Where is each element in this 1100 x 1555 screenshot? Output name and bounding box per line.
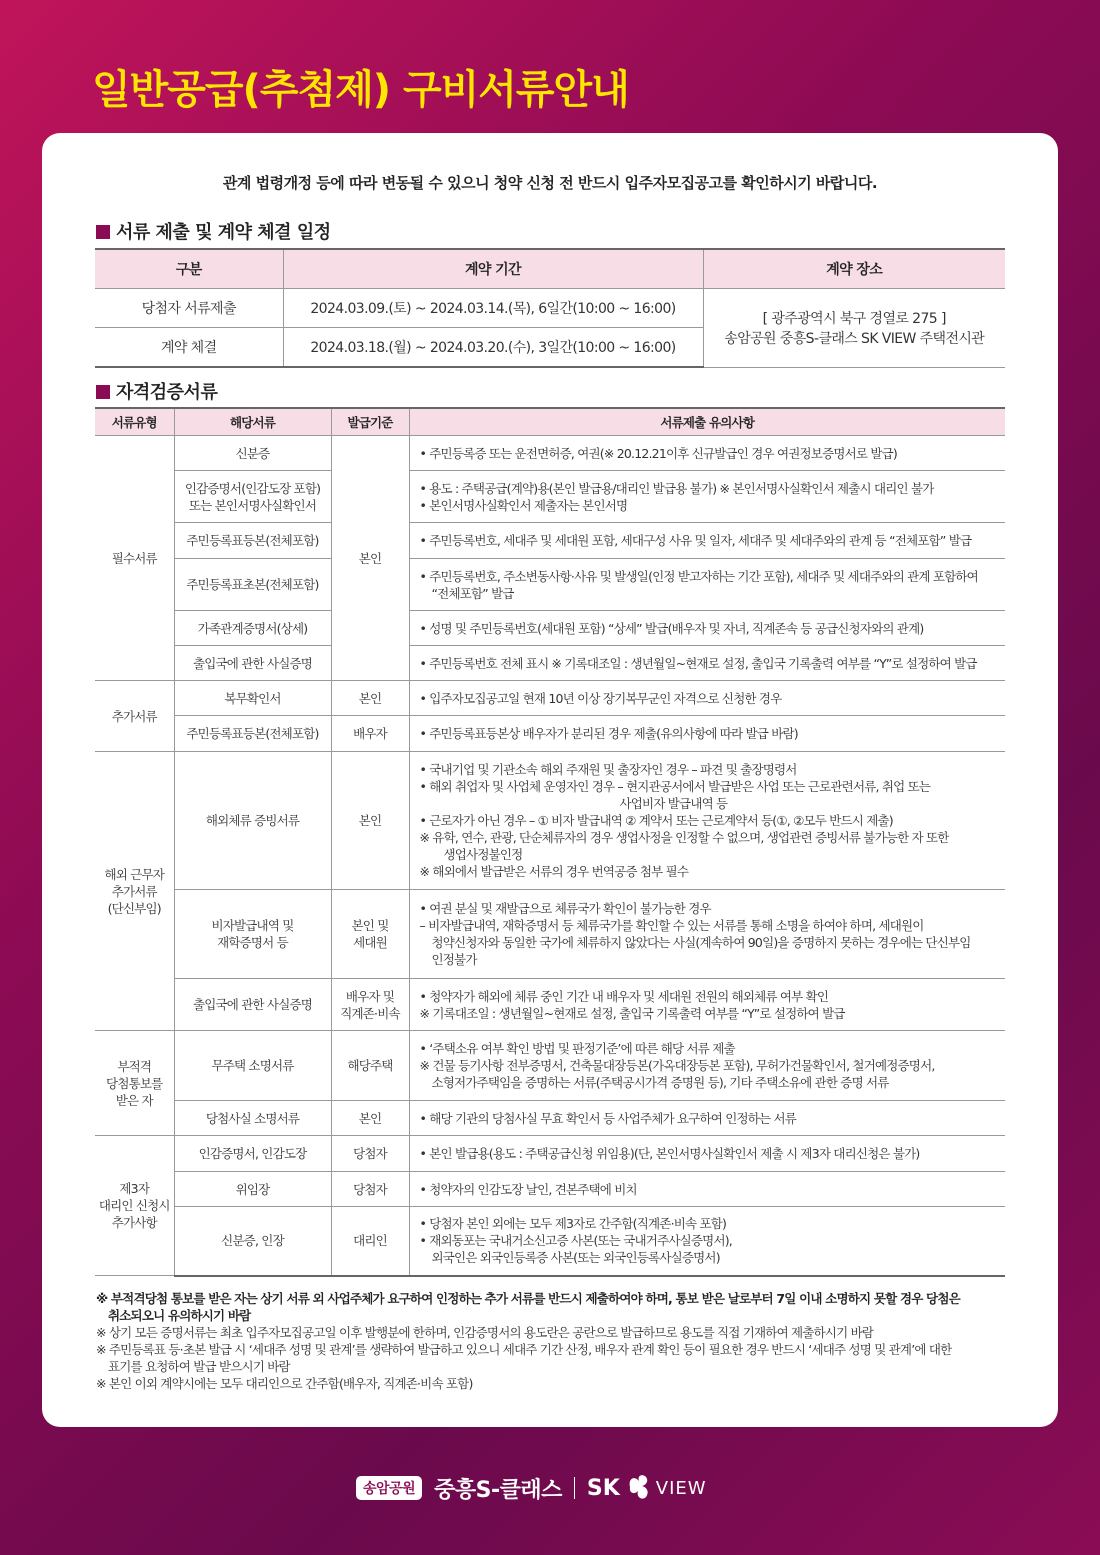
header-cell: 구분 — [95, 249, 283, 289]
group-ineligible: 부적격 당첨통보를 받은 자 — [95, 1031, 174, 1136]
issuer: 해당주택 — [331, 1031, 409, 1101]
schedule-table — [95, 248, 1005, 368]
group-required: 필수서류 — [95, 436, 174, 681]
doc-note: • 입주자모집공고일 현재 10년 이상 장기복무군인 자격으로 신청한 경우 — [409, 681, 1005, 716]
brand-badge: 송암공원 — [356, 1476, 422, 1500]
doc-name: 무주택 소명서류 — [174, 1031, 331, 1101]
table-row — [95, 716, 1005, 752]
doc-name: 주민등록표초본(전체포함) — [174, 559, 331, 611]
doc-note: • 본인 발급용(용도 : 주택공급신청 위임용)(단, 본인서명사실확인서 제출 시 제3자 대리신청은 불가) — [409, 1136, 1005, 1172]
footnote: ※ 부적격당첨 통보를 받은 자는 상기 서류 외 사업주체가 요구하여 인정하는 추가 서류를 반드시 제출하여야 하며, 통보 받은 날로부터 7일 이내 소명하지 못할 경우 당첨은 — [96, 1291, 960, 1306]
table-row — [95, 289, 1005, 328]
issuer: 배우자 및 직계존·비속 — [331, 979, 409, 1031]
doc-note: • 주민등록번호, 세대주 및 세대원 포함, 세대구성 사유 및 일자, 세대주 및 세대주와의 관계 등 “전체포함” 발급 — [409, 523, 1005, 559]
header-cell: 계약 기간 — [283, 249, 703, 289]
doc-note: • 성명 및 주민등록번호(세대원 포함) “상세” 발급(배우자 및 자녀, 직계존속 등 공급신청자와의 관계) — [409, 611, 1005, 646]
doc-name: 복무확인서 — [174, 681, 331, 716]
doc-note: • 청약자의 인감도장 날인, 견본주택에 비치 — [409, 1172, 1005, 1207]
doc-name: 가족관계증명서(상세) — [174, 611, 331, 646]
doc-name: 신분증 — [174, 436, 331, 471]
doc-name: 비자발급내역 및 재학증명서 등 — [174, 890, 331, 979]
group-additional: 추가서류 — [95, 681, 174, 752]
sk-butterfly-icon — [626, 1473, 652, 1503]
issuer: 당첨자 — [331, 1136, 409, 1172]
table-row — [95, 559, 1005, 611]
brand-divider — [574, 1477, 575, 1499]
table-row — [95, 1031, 1005, 1101]
doc-note: • 용도 : 주택공급(계약)용(본인 발급용/대리인 발급용 불가) ※ 본인서명사실확인서 제출시 대리인 불가 • 본인서명사실확인서 제출자는 본인서명 — [409, 471, 1005, 523]
footnote: ※ 본인 이외 계약시에는 모두 대리인으로 간주함(배우자, 직계존·비속 포함) — [96, 1376, 473, 1391]
brand-name: 중흥S-클래스 — [434, 1477, 562, 1503]
table-row — [95, 752, 1005, 890]
header-cell: 계약 장소 — [703, 249, 1005, 289]
doc-name: 해외체류 증빙서류 — [174, 752, 331, 890]
documents-table — [95, 407, 1005, 1277]
footnotes — [96, 1290, 1016, 1392]
table-row — [95, 1207, 1005, 1276]
doc-name: 주민등록표등본(전체포함) — [174, 716, 331, 752]
issuer: 본인 및 세대원 — [331, 890, 409, 979]
group-overseas: 해외 근무자 추가서류 (단신부임) — [95, 752, 174, 1031]
table-row — [95, 436, 1005, 471]
doc-name: 당첨사실 소명서류 — [174, 1101, 331, 1136]
issuer: 당첨자 — [331, 1172, 409, 1207]
issuer: 본인 — [331, 1101, 409, 1136]
doc-note: • ‘주택소유 여부 확인 방법 및 판정기준’에 따른 해당 서류 제출 ※ 건물 등기사항 전부증명서, 건축물대장등본(가옥대장등본 포함), 무허가건물확인서, 철거예정증명서, 소형저가주택임을 증명하는 서류(주택공시가격 증명원 등), 기타 주택소유에 관한 증명 서류 — [409, 1031, 1005, 1101]
issuer: 본인 — [331, 752, 409, 890]
doc-note: • 주민등록증 또는 운전면허증, 여권(※ 20.12.21이후 신규발급인 경우 여권정보증명서로 발급) — [409, 436, 1005, 471]
table-row — [95, 979, 1005, 1031]
header-cell: 서류유형 — [95, 408, 174, 436]
doc-name: 주민등록표등본(전체포함) — [174, 523, 331, 559]
table-header-row — [95, 408, 1005, 436]
doc-note: • 청약자가 해외에 체류 중인 기간 내 배우자 및 세대원 전원의 해외체류 여부 확인 ※ 기록대조일 : 생년월일~현재로 설정, 출입국 기록출력 여부를 “Y”로 설정하여 발급 — [409, 979, 1005, 1031]
header-cell: 해당서류 — [174, 408, 331, 436]
table-row — [95, 523, 1005, 559]
doc-note: • 해당 기관의 당첨사실 무효 확인서 등 사업주체가 요구하여 인정하는 서류 — [409, 1101, 1005, 1136]
doc-name: 출입국에 관한 사실증명 — [174, 646, 331, 681]
square-bullet-icon — [96, 385, 110, 399]
issuer: 본인 — [331, 681, 409, 716]
section-heading-documents: 자격검증서류 — [96, 378, 217, 404]
notice-text: 관계 법령개정 등에 따라 변동될 수 있으니 청약 신청 전 반드시 입주자모집공고를 확인하시기 바랍니다. — [222, 174, 878, 192]
table-row — [95, 646, 1005, 681]
table-row — [95, 611, 1005, 646]
section-heading-schedule: 서류 제출 및 계약 체결 일정 — [96, 218, 331, 244]
header-cell: 서류제출 유의사항 — [409, 408, 1005, 436]
doc-note: • 당첨자 본인 외에는 모두 제3자로 간주함(직계존·비속 포함) • 재외동포는 국내거소신고증 사본(또는 국내거주사실증명서), 외국인은 외국인등록증 사본(또는 외국인등록사실증명서) — [409, 1207, 1005, 1276]
page-title: 일반공급(추첨제) 구비서류안내 — [92, 67, 629, 113]
table-header-row — [95, 249, 1005, 289]
doc-name: 신분증, 인장 — [174, 1207, 331, 1276]
doc-note: • 여권 분실 및 재발급으로 체류국가 확인이 불가능한 경우 – 비자발급내역, 재학증명서 등 체류국가를 확인할 수 있는 서류를 통해 소명을 하여야 하며, 세대원이 청약신청자와 동일한 국가에 체류하지 않았다는 사실(계속하여 90일)을 증명하지 못하는 경우에는 단신부임 인정불가 — [409, 890, 1005, 979]
brand-logo — [356, 1458, 746, 1518]
schedule-period: 2024.03.18.(월) ~ 2024.03.20.(수), 3일간(10:00 ~ 16:00) — [283, 328, 703, 368]
table-row — [95, 681, 1005, 716]
doc-note: • 주민등록번호 전체 표시 ※ 기록대조일 : 생년월일~현재로 설정, 출입국 기록출력 여부를 “Y”로 설정하여 발급 — [409, 646, 1005, 681]
footnote: ※ 상기 모든 증명서류는 최초 입주자모집공고일 이후 발행분에 한하며, 인감증명서의 용도란은 공란으로 발급하므로 용도를 직접 기재하여 제출하시기 바람 — [96, 1325, 874, 1340]
document-card — [42, 133, 1058, 1427]
doc-note: • 주민등록번호, 주소변동사항·사유 및 발생일(인정 받고자하는 기간 포함), 세대주 및 세대주와의 관계 포함하여 “전체포함” 발급 — [409, 559, 1005, 611]
square-bullet-icon — [96, 225, 110, 239]
footnote: 표기를 요청하여 발급 받으시기 바람 — [108, 1359, 290, 1374]
doc-name: 인감증명서(인감도장 포함) 또는 본인서명사실확인서 — [174, 471, 331, 523]
doc-note: • 국내기업 및 기관소속 해외 주재원 및 출장자인 경우 – 파견 및 출장명령서 • 해외 취업자 및 사업체 운영자인 경우 – 현지관공서에서 발급받은 사업 또는 근로관련서류, 취업 또는 사업비자 발급내역 등 • 근로자가 아닌 경우 – ① 비자 발급내역 ② 계약서 또는 근로계약서 등(①, ②모두 반드시 제출) ※ 유학, 연수, 관광, 단순체류자의 경우 생업사정을 인정할 수 없으며, 생업관련 증빙서류 불가능한 자 또한 생업사정불인정 ※ 해외에서 발급받은 서류의 경우 번역공증 첨부 필수 — [409, 752, 1005, 890]
footnote: 취소되오니 유의하시기 바람 — [108, 1308, 251, 1323]
table-row — [95, 890, 1005, 979]
table-row — [95, 1136, 1005, 1172]
issuer: 대리인 — [331, 1207, 409, 1276]
doc-note: • 주민등록표등본상 배우자가 분리된 경우 제출(유의사항에 따라 발급 바람) — [409, 716, 1005, 752]
issuer: 배우자 — [331, 716, 409, 752]
doc-name: 출입국에 관한 사실증명 — [174, 979, 331, 1031]
brand-view: VIEW — [655, 1477, 707, 1499]
contract-place: [ 광주광역시 북구 경열로 275 ] 송암공원 중흥S-클래스 SK VIEW 주택전시관 — [703, 289, 1005, 368]
doc-name: 인감증명서, 인감도장 — [174, 1136, 331, 1172]
doc-name: 위임장 — [174, 1172, 331, 1207]
schedule-period: 2024.03.09.(토) ~ 2024.03.14.(목), 6일간(10:00 ~ 16:00) — [283, 289, 703, 328]
header-cell: 발급기준 — [331, 408, 409, 436]
brand-sk: SK — [586, 1475, 620, 1501]
schedule-type: 계약 체결 — [95, 328, 283, 368]
issuer: 본인 — [331, 436, 409, 681]
table-row — [95, 1101, 1005, 1136]
table-row — [95, 1172, 1005, 1207]
schedule-type: 당첨자 서류제출 — [95, 289, 283, 328]
table-row — [95, 471, 1005, 523]
group-proxy: 제3자 대리인 신청시 추가사항 — [95, 1136, 174, 1276]
footnote: ※ 주민등록표 등·초본 발급 시 ‘세대주 성명 및 관계’를 생략하여 발급하고 있으니 세대주 기간 산정, 배우자 관계 확인 등이 필요한 경우 반드시 ‘세대주 성명 및 관계’에 대한 — [96, 1342, 952, 1357]
